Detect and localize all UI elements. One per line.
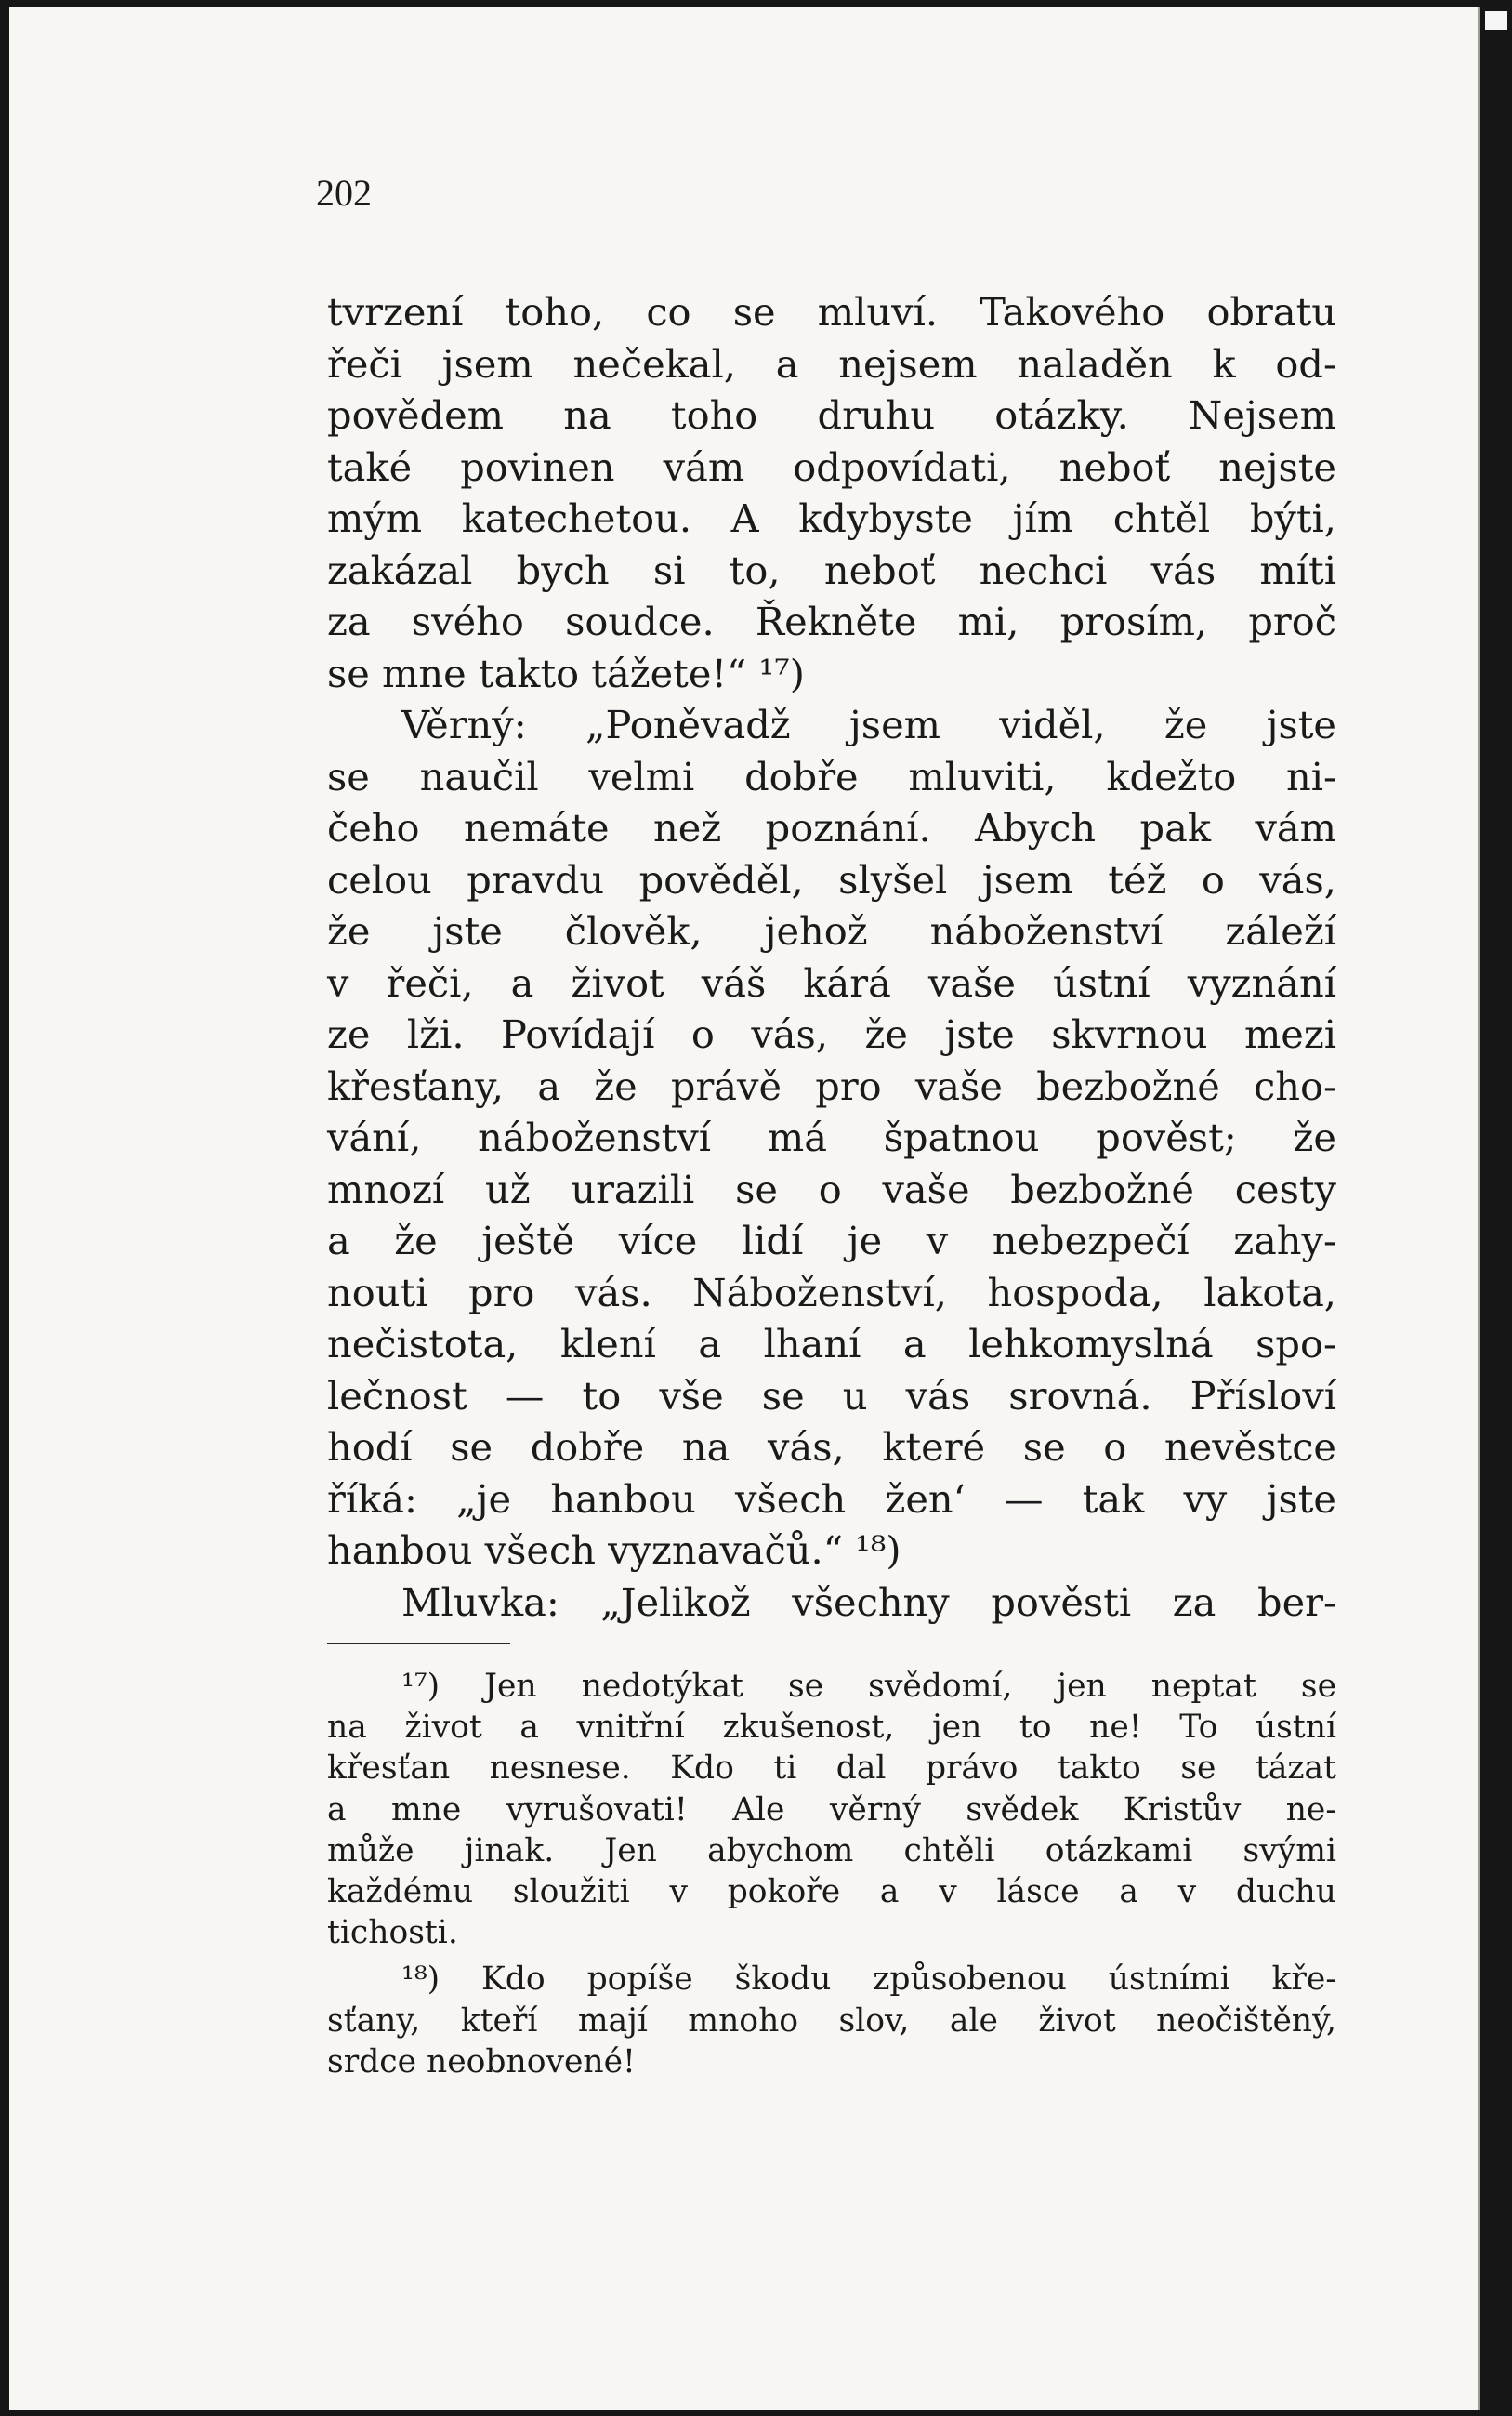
- body-line: tvrzení toho, co se mluví. Takového obratu: [327, 289, 1336, 335]
- body-line: mnozí už urazili se o vaše bezbožné cesty: [327, 1166, 1336, 1212]
- footnote-line: každému sloužiti v pokoře a v lásce a v duchu: [327, 1872, 1336, 1910]
- body-line: za svého soudce. Řekněte mi, prosím, proč: [327, 599, 1336, 644]
- body-line: zakázal bych si to, neboť nechci vás míti: [327, 547, 1336, 593]
- body-line: se naučil velmi dobře mluviti, kdežto ni-: [327, 753, 1336, 799]
- body-line: lečnost — to vše se u vás srovná. Přísloví: [327, 1372, 1336, 1419]
- body-line: hanbou všech vyznavačů.“ ¹⁸): [327, 1527, 901, 1573]
- body-line: Věrný: „Poněvadž jsem viděl, že jste: [401, 702, 1336, 747]
- footnote-line: ¹⁸) Kdo popíše škodu způsobenou ústními kře-: [401, 1961, 1336, 1999]
- body-text: [327, 286, 1336, 1628]
- footnote-line: a mne vyrušovati! Ale věrný svědek Kristův ne-: [327, 1790, 1336, 1829]
- footnote-line: sťany, kteří mají mnoho slov, ale život neočištěný,: [327, 2001, 1336, 2040]
- body-line: nečistota, klení a lhaní a lehkomyslná spo-: [327, 1321, 1336, 1366]
- footnote-17: [327, 1666, 1336, 1953]
- body-line: křesťany, a že právě pro vaše bezbožné cho-: [327, 1063, 1336, 1109]
- body-line: také povinen vám odpovídati, neboť nejste: [327, 443, 1336, 490]
- footnote-18: [327, 1959, 1336, 2082]
- page-number: 202: [316, 172, 372, 214]
- footnotes: [327, 1666, 1336, 2082]
- footnote-line: ¹⁷) Jen nedotýkat se svědomí, jen neptat se: [401, 1668, 1336, 1705]
- scan-corner-mark: [1485, 11, 1507, 30]
- body-line: čeho nemáte než poznání. Abych pak vám: [327, 805, 1336, 851]
- body-line: říká: „je hanbou všech žen‘ — tak vy jste: [327, 1475, 1336, 1522]
- footnote-line: může jinak. Jen abychom chtěli otázkami svými: [327, 1831, 1336, 1869]
- footnote-line: srdce neobnovené!: [327, 2042, 636, 2080]
- footnote-separator: [327, 1643, 510, 1644]
- body-line: celou pravdu pověděl, slyšel jsem též o vás,: [327, 856, 1336, 903]
- body-line: nouti pro vás. Náboženství, hospoda, lakota,: [327, 1269, 1336, 1315]
- body-line: hodí se dobře na vás, které se o nevěstce: [327, 1424, 1336, 1470]
- body-line: v řeči, a život váš kárá vaše ústní vyznání: [327, 959, 1336, 1006]
- footnote-line: křesťan nesnese. Kdo ti dal právo takto se tázat: [327, 1749, 1336, 1788]
- body-line: se mne takto tážete!“ ¹⁷): [327, 650, 805, 696]
- footnote-line: na život a vnitřní zkušenost, jen to ne! To ústní: [327, 1709, 1336, 1747]
- body-line: vání, náboženství má špatnou pověst; že: [327, 1115, 1336, 1160]
- footnote-line: tichosti.: [327, 1914, 458, 1952]
- body-line: a že ještě více lidí je v nebezpečí zahy-: [327, 1218, 1336, 1263]
- body-line: Mluvka: „Jelikož všechny pověsti za ber-: [401, 1578, 1336, 1625]
- body-line: že jste člověk, jehož náboženství záleží: [327, 908, 1336, 954]
- body-line: mým katechetou. A kdybyste jím chtěl býti,: [327, 495, 1336, 541]
- body-line: řeči jsem nečekal, a nejsem naladěn k od-: [327, 340, 1336, 387]
- body-line: ze lži. Povídají o vás, že jste skvrnou mezi: [327, 1011, 1336, 1057]
- body-line: povědem na toho druhu otázky. Nejsem: [327, 392, 1336, 438]
